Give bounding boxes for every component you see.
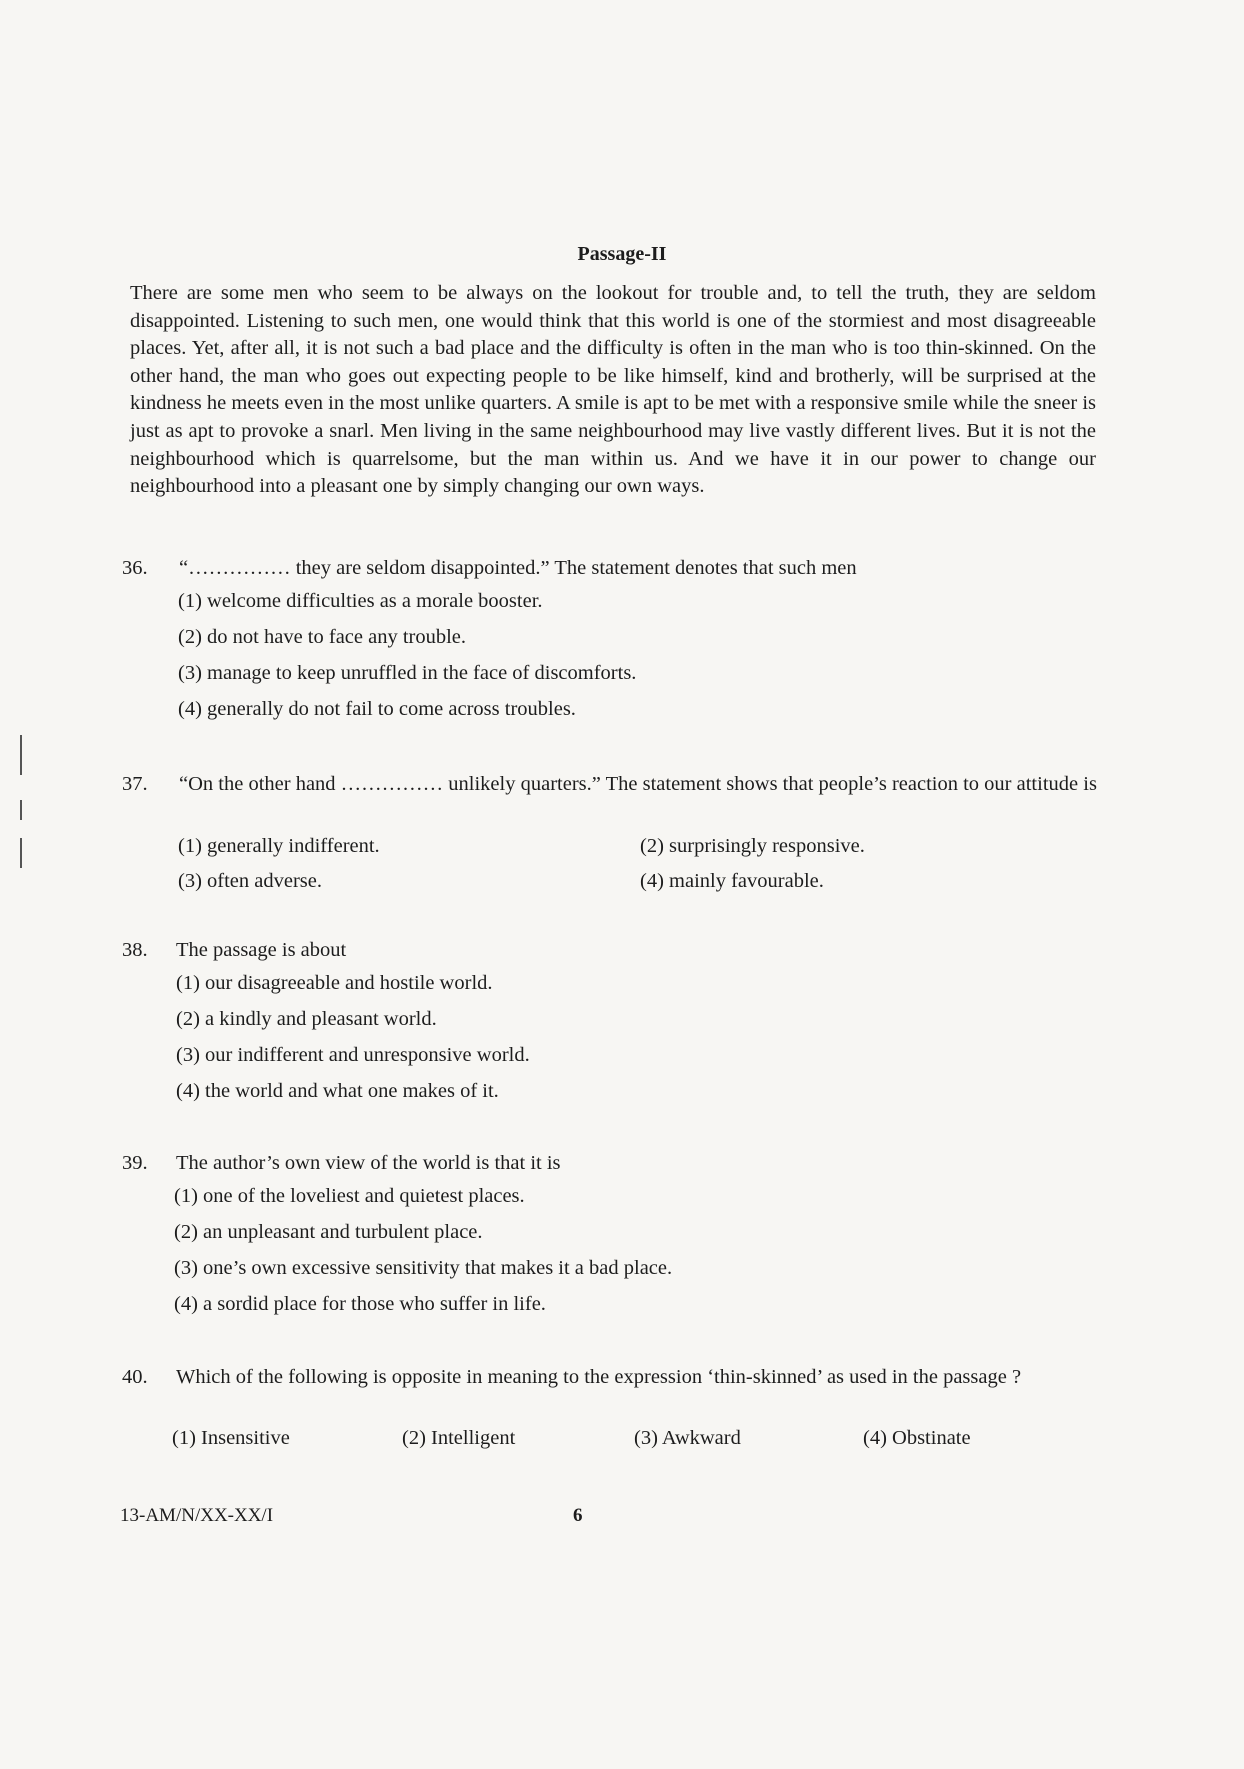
- question-number: 38.: [122, 939, 148, 961]
- question-39: [122, 1150, 1100, 1177]
- passage-title: Passage-II: [577, 243, 667, 265]
- option-38-3[interactable]: (3) our indifferent and unresponsive world.: [176, 1044, 530, 1066]
- option-36-4[interactable]: (4) generally do not fail to come across troubles.: [178, 698, 576, 720]
- option-38-2[interactable]: (2) a kindly and pleasant world.: [176, 1008, 437, 1030]
- question-number: 36.: [122, 557, 148, 579]
- option-39-2[interactable]: (2) an unpleasant and turbulent place.: [174, 1221, 483, 1243]
- question-37: [122, 771, 1100, 798]
- question-stem: “…………… they are seldom disappointed.” The statement denotes that such men: [179, 557, 857, 579]
- option-37-4[interactable]: (4) mainly favourable.: [640, 870, 824, 892]
- option-37-2[interactable]: (2) surprisingly responsive.: [640, 835, 865, 857]
- option-40-3[interactable]: (3) Awkward: [634, 1427, 741, 1449]
- question-40: [122, 1364, 1100, 1391]
- option-40-2[interactable]: (2) Intelligent: [402, 1427, 516, 1449]
- question-stem: Which of the following is opposite in meaning to the expression ‘thin-skinned’ as used in the passage ?: [176, 1366, 1022, 1388]
- question-stem: The passage is about: [176, 939, 347, 961]
- question-number: 39.: [122, 1152, 148, 1174]
- option-37-1[interactable]: (1) generally indifferent.: [178, 835, 380, 857]
- question-38: [122, 937, 1100, 964]
- question-number: 37.: [122, 773, 148, 795]
- option-39-3[interactable]: (3) one’s own excessive sensitivity that makes it a bad place.: [174, 1257, 673, 1279]
- option-36-2[interactable]: (2) do not have to face any trouble.: [178, 626, 467, 648]
- question-number: 40.: [122, 1366, 148, 1388]
- page-number: 6: [573, 1505, 583, 1526]
- option-37-3[interactable]: (3) often adverse.: [178, 870, 323, 892]
- option-36-1[interactable]: (1) welcome difficulties as a morale booster.: [178, 590, 543, 612]
- option-38-1[interactable]: (1) our disagreeable and hostile world.: [176, 972, 493, 994]
- option-39-4[interactable]: (4) a sordid place for those who suffer in life.: [174, 1293, 546, 1315]
- passage-text: There are some men who seem to be always on the lookout for trouble and, to tell the truth, they are seldom disappointed. Listening to such men, one would think that this world is one of the stormiest and most disagreeable places. Yet, after all, it is not such a bad place and the difficulty is often in the man who is too thin-skinned. On the other hand, the man who goes out expecting people to be like himself, kind and brotherly, will be surprised at the kindness he meets even in the most unlike quarters. A smile is apt to be met with a responsive smile while the sneer is just as apt to provoke a snarl. Men living in the same neighbourhood may live vastly different lives. But it is not the neighbourhood which is quarrelsome, but the man within us. And we have it in our power to change our neighbourhood into a pleasant one by simply changing our own ways.: [130, 282, 1096, 498]
- option-39-1[interactable]: (1) one of the loveliest and quietest places.: [174, 1185, 525, 1207]
- option-40-4[interactable]: (4) Obstinate: [863, 1427, 971, 1449]
- paper-code: 13-AM/N/XX-XX/I: [120, 1505, 274, 1526]
- question-stem: “On the other hand …………… unlikely quarters.” The statement shows that people’s reaction to our attitude is: [179, 773, 1097, 795]
- question-stem: The author’s own view of the world is that it is: [176, 1152, 561, 1174]
- question-36: [122, 555, 1100, 582]
- margin-mark: [20, 838, 22, 868]
- option-40-1[interactable]: (1) Insensitive: [172, 1427, 290, 1449]
- option-36-3[interactable]: (3) manage to keep unruffled in the face of discomforts.: [178, 662, 637, 684]
- margin-mark: [20, 735, 22, 775]
- margin-mark: [20, 800, 22, 820]
- option-38-4[interactable]: (4) the world and what one makes of it.: [176, 1080, 499, 1102]
